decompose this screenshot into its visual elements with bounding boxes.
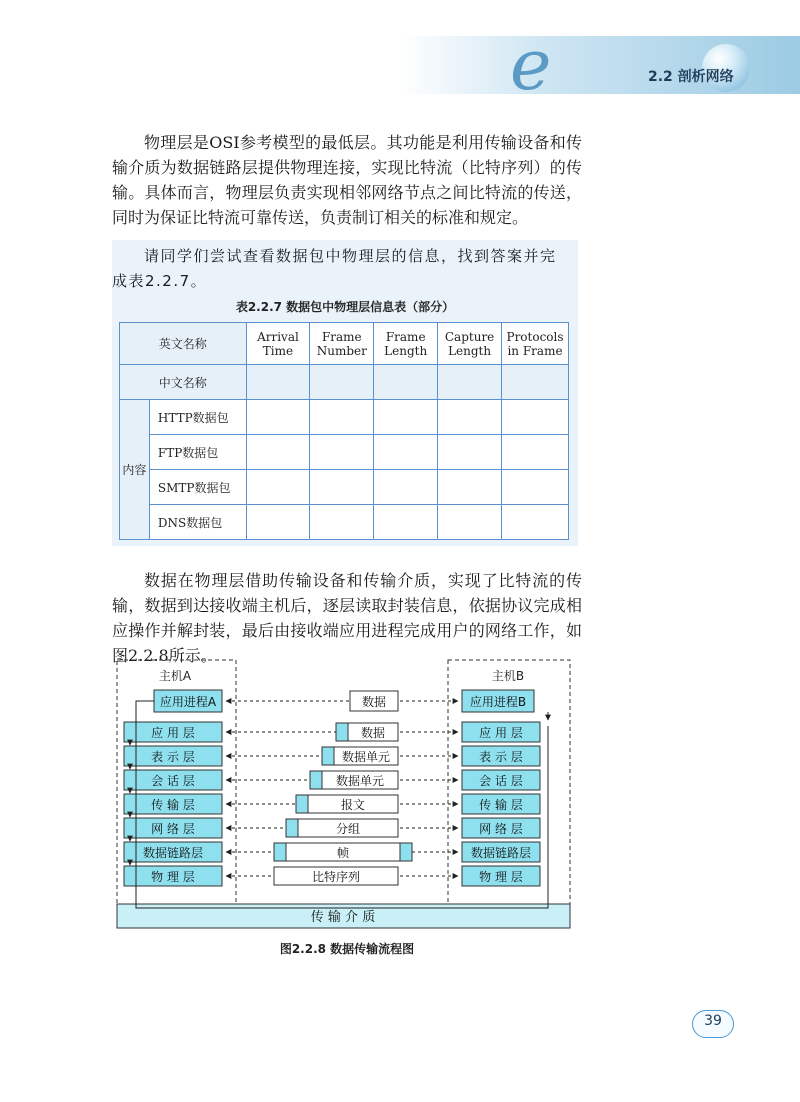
host-b-layer-label: 表 示 层 <box>479 750 523 764</box>
header-segment <box>310 771 322 789</box>
host-b-layer-label: 网 络 层 <box>479 822 523 836</box>
host-b-layer-label: 会 话 层 <box>479 774 523 788</box>
host-a-layer-label: 物 理 层 <box>151 870 195 884</box>
column-header: Arrival Time <box>246 323 310 365</box>
data-unit-label: 数据 <box>360 726 386 740</box>
header-segment <box>286 819 298 837</box>
host-b-layer-label: 数据链路层 <box>470 846 532 860</box>
row-label: SMTP数据包 <box>149 470 246 505</box>
data-unit-label: 报文 <box>340 798 366 812</box>
column-header: Frame Length <box>374 323 438 365</box>
table-caption: 表2.2.7 数据包中物理层信息表（部分） <box>235 300 455 314</box>
column-header: Capture Length <box>438 323 502 365</box>
host-b-label: 主机B <box>491 669 525 683</box>
host-a-layer-label: 会 话 层 <box>151 774 195 788</box>
app-process-a-label: 应用进程A <box>159 695 217 709</box>
host-b-layer-label: 物 理 层 <box>479 870 523 884</box>
host-a-layer-label: 表 示 层 <box>151 750 195 764</box>
task-instruction: 请同学们尝试查看数据包中物理层的信息，找到答案并完成表2.2.7。 <box>112 247 557 290</box>
top-data-label: 数据 <box>361 695 387 709</box>
app-process-b-label: 应用进程B <box>469 695 527 709</box>
host-a-layer-label: 应 用 层 <box>151 726 195 740</box>
header-segment <box>274 843 286 861</box>
section-title: 2.2 剖析网络 <box>648 69 734 85</box>
data-unit-label: 分组 <box>335 822 361 836</box>
cn-label-cell: 中文名称 <box>120 365 247 400</box>
data-unit-label: 帧 <box>336 846 350 860</box>
header-segment <box>322 747 334 765</box>
transmission-medium-label: 传 输 介 质 <box>310 910 376 925</box>
row-label: HTTP数据包 <box>149 400 246 435</box>
paragraph-data-flow: 数据在物理层借助传输设备和传输介质，实现了比特流的传输，数据到达接收端主机后，逐层读取封装信息，依据协议完成相应操作并解封装，最后由接收端应用进程完成用户的网络工作，如图2.2.8所示。 <box>112 571 582 665</box>
column-header: Protocols in Frame <box>502 323 569 365</box>
data-unit-label: 数据单元 <box>335 774 385 788</box>
paragraph-physical-layer: 物理层是OSI参考模型的最低层。其功能是利用传输设备和传输介质为数据链路层提供物理连接，实现比特流（比特序列）的传输。具体而言，物理层负责实现相邻网络节点之间比特流的传送，同时为保证比特流可靠传送，负责制订相关的标准和规定。 <box>112 133 582 227</box>
row-label: FTP数据包 <box>149 435 246 470</box>
trailer-segment <box>400 843 412 861</box>
layer-group <box>124 722 540 886</box>
header-segment <box>296 795 308 813</box>
host-a-layer-label: 传 输 层 <box>151 798 195 812</box>
host-a-layer-label: 网 络 层 <box>151 822 195 836</box>
host-b-layer-label: 传 输 层 <box>479 798 523 812</box>
host-a-label: 主机A <box>158 669 192 683</box>
figure-caption: 图2.2.8 数据传输流程图 <box>279 942 415 956</box>
header-e-logo: e <box>510 24 552 106</box>
host-a-layer-label: 数据链路层 <box>142 846 204 860</box>
header-segment <box>336 723 348 741</box>
row-label: DNS数据包 <box>149 505 246 540</box>
data-unit-label: 比特序列 <box>311 870 361 884</box>
page-number: 39 <box>704 1013 722 1029</box>
data-unit-label: 数据单元 <box>341 750 391 764</box>
content-label-cell: 内容 <box>120 400 150 540</box>
header-label-cell: 英文名称 <box>120 323 247 365</box>
column-header: Frame Number <box>310 323 374 365</box>
host-b-layer-label: 应 用 层 <box>479 726 523 740</box>
